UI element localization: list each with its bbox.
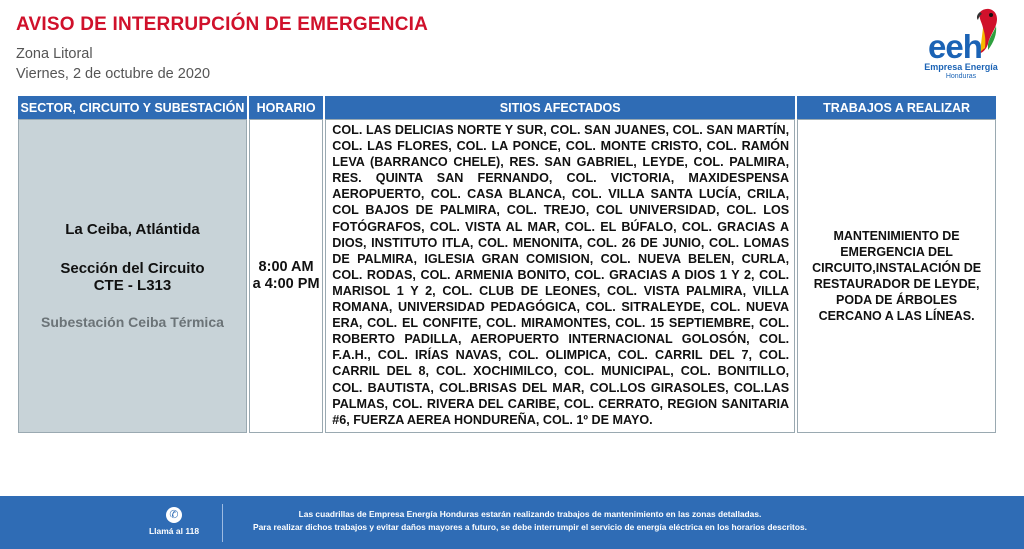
notice-title: AVISO DE INTERRUPCIÓN DE EMERGENCIA <box>16 14 429 35</box>
logo-company: Empresa Energía <box>924 62 998 72</box>
phone-icon: ✆ <box>166 507 182 523</box>
work-text: MANTENIMIENTO DE EMERGENCIA DEL CIRCUITO,INSTALACIÓN DE RESTAURADOR DE LEYDE, PODA DE ÁRBOLES CERCANO A LAS LÍNEAS. <box>812 228 982 323</box>
interruption-table <box>16 96 998 433</box>
logo-brand: eeh <box>928 28 982 65</box>
sector-cell <box>18 119 247 433</box>
time-end: a 4:00 PM <box>252 275 320 292</box>
section-line1: Sección del Circuito <box>60 260 205 278</box>
eeh-logo <box>918 6 1014 84</box>
header-sector: SECTOR, CIRCUITO Y SUBESTACIÓN <box>18 96 247 119</box>
substation-text: Subestación Ceiba Térmica <box>41 314 224 331</box>
footer-line2: Para realizar dichos trabajos y evitar daños mayores a futuro, se debe interrumpir el servicio de energía eléctrica en los horarios descritos. <box>253 521 807 532</box>
table-row <box>18 119 996 433</box>
footer-line1: Las cuadrillas de Empresa Energía Honduras estarán realizando trabajos de mantenimiento en las zonas detalladas. <box>298 509 762 519</box>
header-work: TRABAJOS A REALIZAR <box>797 96 996 119</box>
section-line2: CTE - L313 <box>93 277 172 295</box>
header-sites: SITIOS AFECTADOS <box>325 96 795 119</box>
header-schedule: HORARIO <box>249 96 323 119</box>
work-cell <box>797 119 996 433</box>
sites-cell <box>325 119 795 433</box>
time-start: 8:00 AM <box>258 258 314 275</box>
footer-divider <box>222 504 223 542</box>
schedule-cell <box>249 119 323 433</box>
footer-message <box>232 508 828 533</box>
sites-text: COL. LAS DELICIAS NORTE Y SUR, COL. SAN JUANES, COL. SAN MARTÍN, COL. LAS FLORES, COL. LA PONCE, COL. MONTE CRISTO, COL. RAMÓN LEVA (BARRANCO CHELE), RES. SAN GABRIEL, LEYDE, COL. PALMIRA, RES. QUINTA SAN FERNANDO, COL. VICTORIA, MAXIDESPENSA AEROPUERTO, COL. CASA BLANCA, COL. VILLA SANTA LUCÍA, CRILA, COL BAJOS DE PALMIRA, COL. TREJO, COL UNIVERSIDAD, COL. LOS FOTÓGRAFOS, COL. VISTA AL MAR, COL. EL BÚFALO, COL. GRACIAS A DIOS, INSTITUTO ITLA, COL. MENONITA, COL. 26 DE JUNIO, COL. LOMAS DE PALMIRA, IGLESIA GRAN COMISION, COL. NUEVA BELEN, CURLA, COL. RODAS, COL. ARMENIA BONITO, COL. GRACIAS A DIOS 1 Y 2, COL. MARISOL 1 Y 2, COL. CLUB DE LEONES, COL. VISTA PALMIRA, VILLA ROMANA, UNIVERSIDAD PEDAGÓGICA, COL. SITRALEYDE, COL. NUEVA ERA, COL. EL CONFITE, COL. MIRAMONTES, COL. 15 SEPTIEMBRE, COL. ROBERTO PADILLA, AEROPUERTO INTERNACIONAL GOLOSÓN, COL. F.A.H., COL. IRÍAS NAVAS, COL. OLIMPICA, COL. CARRIL DEL 7, COL. CARRIL DEL 8, COL. XOCHIMILCO, COL. MUNICIPAL, COL. BONITILLO, COL. BAUTISTA, COL.BRISAS DEL MAR, COL.LOS GIRASOLES, COL.LAS PALMAS, COL. RIVERA DEL CARIBE, COL. CERRATO, REGION SANITARIA #6, FUERZA AEREA HONDUREÑA, COL. 1º DE MAYO. <box>332 123 790 427</box>
logo-country: Honduras <box>945 73 977 80</box>
zone-label: Zona Litoral <box>16 46 93 62</box>
date-label: Viernes, 2 de octubre de 2020 <box>16 66 211 82</box>
call-label: Llamá al 118 <box>148 526 200 536</box>
circuit-section <box>19 260 246 294</box>
footer-bar <box>0 496 1024 549</box>
location-text: La Ceiba, Atlántida <box>65 221 200 239</box>
